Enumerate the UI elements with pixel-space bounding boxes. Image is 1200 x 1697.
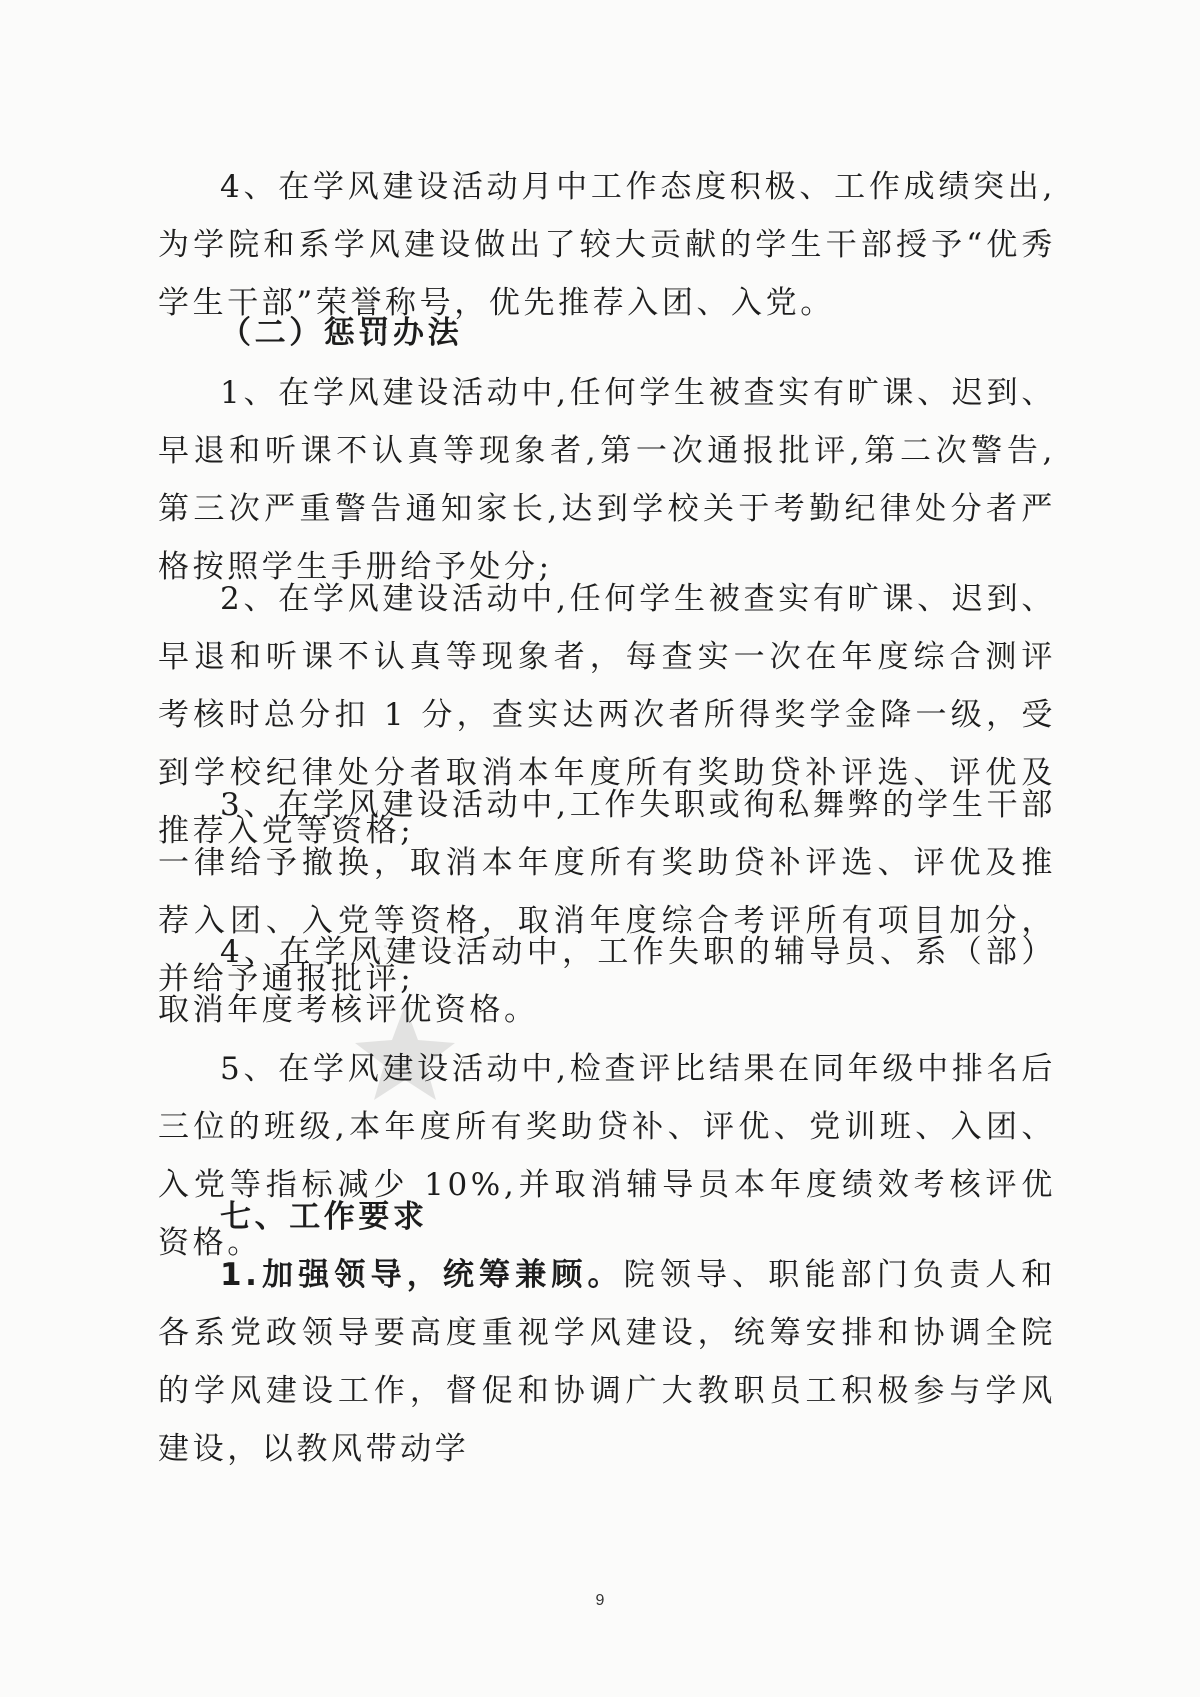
paragraph-penalty-2: 2、在学风建设活动中,任何学生被查实有旷课、迟到、早退和听课不认真等现象者，每查实一次在年度综合测评考核时总分扣 1 分，查实达两次者所得奖学金降一级，受到学校纪律处分者取消本年度所有奖助贷补评选、评优及推荐入党等资格;: [158, 581, 1056, 849]
paragraph-penalty-5: 5、在学风建设活动中,检查评比结果在同年级中排名后三位的班级,本年度所有奖助贷补、评优、党训班、入团、入党等指标减少 10%,并取消辅导员本年度绩效考核评优资格。: [158, 1051, 1056, 1261]
paragraph-penalty-3: 3、在学风建设活动中,工作失职或徇私舞弊的学生干部一律给予撤换，取消本年度所有奖助贷补评选、评优及推荐入团、入党等资格，取消年度综合考评所有项目加分，并给予通报批评;: [158, 787, 1056, 997]
page-number: 9: [595, 1592, 605, 1609]
paragraph-reward-4: 4、在学风建设活动月中工作态度积极、工作成绩突出,为学院和系学风建设做出了较大贡献的学生干部授予“优秀学生干部”荣誉称号，优先推荐入团、入党。: [158, 169, 1056, 321]
heading-work-requirements: 七、工作要求: [220, 1199, 428, 1235]
requirement-1-lead: 1.加强领导，统筹兼顾。: [220, 1257, 624, 1293]
paragraph-penalty-1: 1、在学风建设活动中,任何学生被查实有旷课、迟到、早退和听课不认真等现象者,第一次通报批评,第二次警告,第三次严重警告通知家长,达到学校关于考勤纪律处分者严格按照学生手册给予处分;: [158, 375, 1056, 585]
paragraph-penalty-4: 4、在学风建设活动中，工作失职的辅导员、系（部）取消年度考核评优资格。: [158, 934, 1056, 1028]
paragraph-requirement-1: [158, 1246, 1056, 1478]
requirement-1-body: 院领导、职能部门负责人和各系党政领导要高度重视学风建设，统筹安排和协调全院的学风建设工作，督促和协调广大教职员工积极参与学风建设，以教风带动学: [158, 1257, 1056, 1467]
heading-penalty-measures: （二）惩罚办法: [220, 315, 463, 351]
